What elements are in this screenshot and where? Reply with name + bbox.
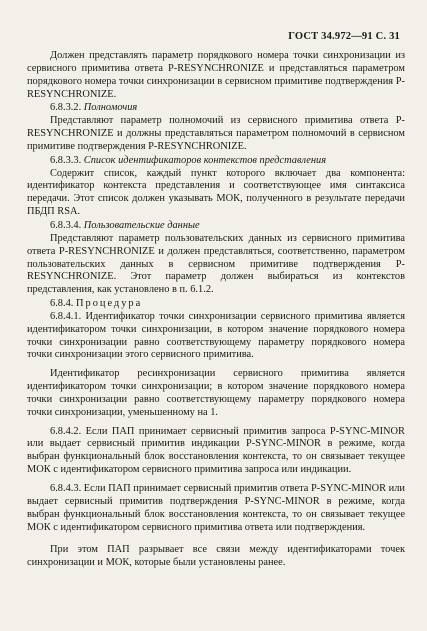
section-number: 6.8.3.4. bbox=[50, 219, 82, 231]
paragraph: Представляют параметр полномочий из сервисного примитива ответа P-RESYNCHRONIZE и должны представляться параметром полномочий в сервисном примитиве подтверждения P-RESYNCHRONIZE. bbox=[27, 115, 405, 152]
paragraph: 6.8.4.1. Идентификатор точки синхронизации сервисного примитива является идентификатором точки синхронизации, в котором значение порядкового номера точки синхронизации равно соответствующему параметру порядкового номера точки синхронизации этого сервисного примитива. bbox=[27, 310, 405, 361]
section-number: 6.8.4. bbox=[50, 298, 74, 310]
paragraph: При этом ПАП разрывает все связи между идентификаторами точек синхронизации и МОК, которые были установлены ранее. bbox=[27, 544, 405, 569]
section-number: 6.8.3.2. bbox=[50, 102, 82, 114]
section-heading bbox=[27, 220, 405, 233]
paragraph: Содержит список, каждый пункт которого включает два компонента: идентификатор контекста представления и соответствующее имя синтаксиса передачи. Этот список должен указывать МОК, полученного в результате передачи ПБДП RSA. bbox=[27, 167, 405, 218]
section-title: Пользовательские данные bbox=[83, 219, 200, 231]
section-heading bbox=[27, 102, 405, 115]
paragraph: Представляют параметр пользовательских данных из сервисного примитива ответа P-RESYNCHRONIZE и должен представляться, соответственно, параметром пользовательских данных в сервисном примитиве подтверждения P-RESYNCHRONIZE. Этот параметр должен выбираться из контекстов представления, как установлено в п. 6.1.2. bbox=[27, 232, 405, 296]
section-heading bbox=[27, 155, 405, 168]
section-title: Полномочия bbox=[83, 102, 138, 114]
paragraph: 6.8.4.3. Если ПАП принимает сервисный примитив ответа P-SYNC-MINOR или выдает сервисный примитив подтверждения P-SYNC-MINOR в режиме, когда выбран функциональный блок восстановления контекста, то он связывает текущее МОК с идентификатором сервисного примитива ответа или подтверждения. bbox=[27, 483, 405, 533]
document-body bbox=[27, 50, 405, 570]
paragraph: Идентификатор ресинхронизации сервисного примитива является идентификатором точки синхронизации; в котором значение порядкового номера точки синхронизации равно соответствующему параметру порядкового номера точки синхронизации, уменьшенному на 1. bbox=[27, 368, 405, 418]
section-title: Список идентификаторов контекстов представления bbox=[83, 154, 327, 166]
section-title: Процедура bbox=[76, 298, 143, 310]
paragraph: Должен представлять параметр порядкового номера точки синхронизации из сервисного примитива ответа P-RESYNCHRONIZE и представляться параметром порядкового номера точки синхронизации в сервисном примитиве подтверждения P-RESYNCHRONIZE. bbox=[27, 50, 405, 100]
running-header: ГОСТ 34.972—91 С. 31 bbox=[288, 31, 400, 42]
paragraph: 6.8.4.2. Если ПАП принимает сервисный примитив запроса P-SYNC-MINOR или выдает сервисный примитив индикации P-SYNC-MINOR в режиме, когда выбран функциональный блок восстановления контекста, то он связывает текущее МОК с идентификатором сервисного примитива запроса или индикации. bbox=[27, 425, 405, 476]
section-heading bbox=[27, 298, 405, 311]
section-number: 6.8.3.3. bbox=[50, 154, 82, 166]
